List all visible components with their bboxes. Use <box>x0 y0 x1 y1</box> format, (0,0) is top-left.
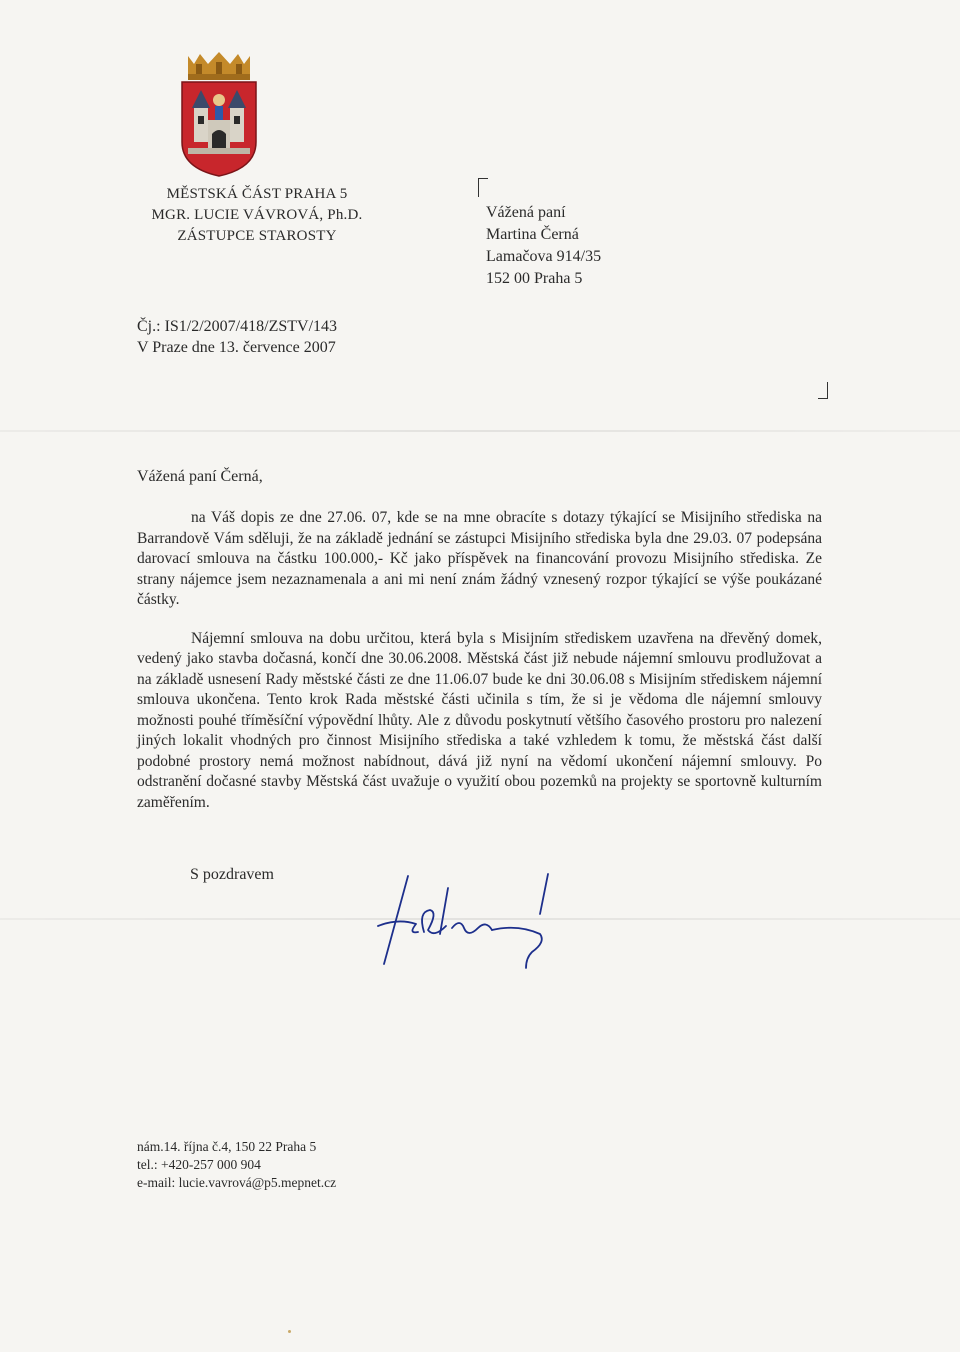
footer-phone: tel.: +420-257 000 904 <box>137 1157 261 1172</box>
salutation: Vážená paní Černá, <box>137 468 263 485</box>
sender-block <box>132 184 382 247</box>
sender-title: ZÁSTUPCE STAROSTY <box>177 228 337 244</box>
footer-address: nám.14. října č.4, 150 22 Praha 5 <box>137 1139 317 1154</box>
addressee-name: Martina Černá <box>486 226 579 243</box>
sender-name: MGR. LUCIE VÁVROVÁ, Ph.D. <box>151 207 363 223</box>
footer-email: e-mail: lucie.vavrová@p5.mepnet.cz <box>137 1175 337 1190</box>
reference-block <box>137 316 457 358</box>
sender-office: MĚSTSKÁ ČÁST PRAHA 5 <box>166 186 348 202</box>
reference-number: Čj.: IS1/2/2007/418/ZSTV/143 <box>137 318 338 335</box>
body-paragraph: Nájemní smlouva na dobu určitou, která byla s Misijním střediskem uzavřena na dřevěný domek, vedený jako stavba dočasná, končí dne 30.06.2008. Městská část již nebude nájemní smlouvu prodlužovat a na základě usnesení Rady městské části ze dne 11.06.07 bude ke dni 30.06.08 s Misijním střediskem nájemní smlouva ukončena. Tento krok Rada městské části učinila s tím, že si je vědoma dle nájemní smlouvy možnosti pouhé tříměsíční výpovědní lhůty. Ale z důvodu poskytnutí většího časového prostoru pro nalezení jiných lokalit vhodných pro činnost Misijního střediska a také vzhledem k tomu, že městská část další podobné prostory nemá možnost nabídnout, dává již nyní na vědomí ukončení nájemní smlouvy. Po odstranění dočasné stavby Městská část uvažuje o využití obou pozemků na projekty se sportovně kulturním zaměřením. <box>137 629 822 811</box>
footer-contacts <box>137 1138 497 1192</box>
address-corner-mark <box>478 178 488 197</box>
prague-5-coat-of-arms-icon <box>174 50 264 178</box>
body-paragraph: na Váš dopis ze dne 27.06. 07, kde se na mne obracíte s dotazy týkající se Misijního střediska na Barrandově Vám sděluji, že na základě jednání se zástupci Misijního střediska byla dne 29.03. 07 podepsána darovací smlouva na částku 100.000,- Kč jako příspěvek na financování provozu Misijního střediska. Ze strany nájemce jsem nezaznamenala a ani mi není znám žádný vznesený rozpor týkající se výše poukázané částky. <box>137 509 822 608</box>
closing: S pozdravem <box>190 866 274 883</box>
addressee-greeting: Vážená paní <box>486 204 566 221</box>
letter-date: V Praze dne 13. července 2007 <box>137 339 336 356</box>
addressee-street: Lamačova 914/35 <box>486 248 602 265</box>
addressee-block <box>486 202 736 290</box>
addressee-city: 152 00 Praha 5 <box>486 270 583 287</box>
letter-body <box>137 508 822 813</box>
paper-speck <box>288 1330 291 1333</box>
paper-fold <box>0 430 960 432</box>
handwritten-signature-icon <box>368 868 578 978</box>
address-corner-mark <box>818 382 828 399</box>
